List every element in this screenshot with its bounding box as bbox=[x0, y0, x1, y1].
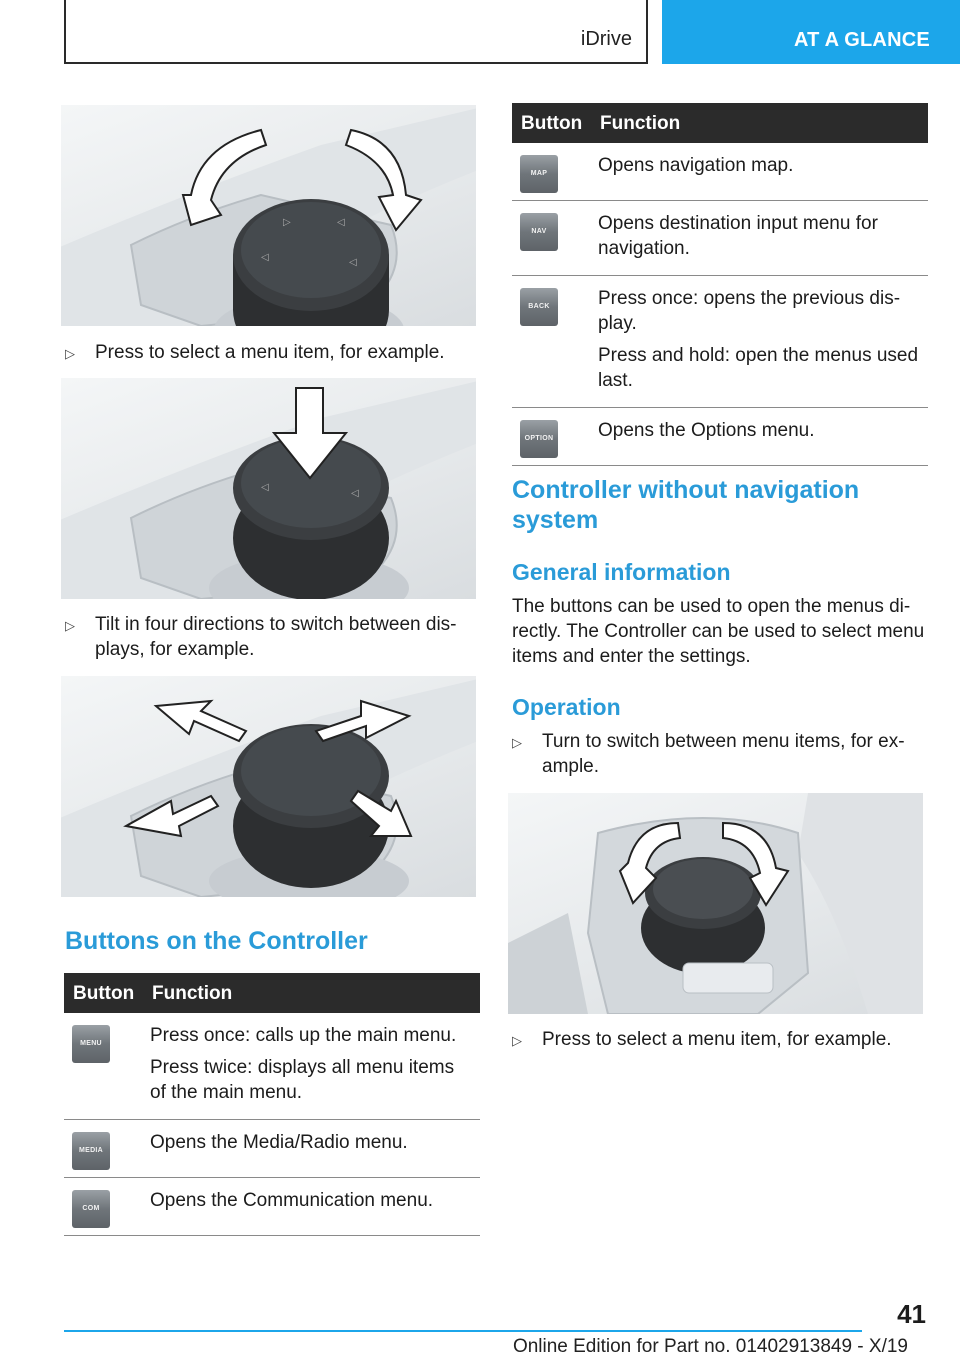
function-text: Opens the Media/Radio menu. bbox=[150, 1132, 408, 1153]
bullet-tilt-directions: ▷ Tilt in four directions to switch between dis-plays, for example. bbox=[65, 614, 457, 660]
svg-text:◁: ◁ bbox=[261, 482, 269, 493]
back-button-icon: BACK bbox=[520, 288, 558, 326]
menu-button-icon: MENU bbox=[72, 1025, 110, 1063]
controller-without-nav-illustration bbox=[508, 793, 923, 1014]
header-frame bbox=[64, 0, 648, 64]
table-row bbox=[64, 1178, 480, 1236]
bullet-press-select: ▷ Press to select a menu item, for example. bbox=[65, 340, 485, 365]
table-header bbox=[64, 973, 480, 1013]
svg-text:◁: ◁ bbox=[351, 488, 359, 499]
header-section-title: iDrive bbox=[580, 28, 632, 50]
col-header-function: Function bbox=[152, 983, 233, 1004]
right-buttons-table bbox=[512, 103, 928, 466]
com-button-icon: COM bbox=[72, 1190, 110, 1228]
left-buttons-table bbox=[64, 973, 480, 1236]
media-button-icon: MEDIA bbox=[72, 1132, 110, 1170]
svg-text:◁: ◁ bbox=[261, 252, 269, 263]
svg-text:◁: ◁ bbox=[349, 257, 357, 268]
controller-tilt-illustration bbox=[61, 676, 476, 897]
function-text: Press twice: displays all menu items of the main menu. bbox=[150, 1057, 455, 1103]
operation-heading: Operation bbox=[512, 694, 621, 720]
triangle-bullet-icon: ▷ bbox=[65, 618, 75, 633]
function-text: Press once: calls up the main menu. bbox=[150, 1025, 457, 1046]
controller-press-illustration bbox=[61, 378, 476, 599]
function-text: Opens navigation map. bbox=[598, 155, 794, 176]
svg-text:◁: ◁ bbox=[337, 217, 345, 228]
footer-divider bbox=[64, 1330, 862, 1332]
table-row bbox=[64, 1120, 480, 1178]
nav-button-icon: NAV bbox=[520, 213, 558, 251]
col-header-button: Button bbox=[73, 983, 135, 1004]
function-text: Opens destination input menu for navigation. bbox=[598, 213, 878, 259]
controller-turn-illustration bbox=[61, 105, 476, 326]
section-title-controller-without-nav: Controller without navigation system bbox=[512, 476, 860, 534]
map-button-icon: MAP bbox=[520, 155, 558, 193]
function-text: Press once: opens the previous dis-play. bbox=[598, 288, 901, 334]
table-row bbox=[512, 143, 928, 201]
function-text: Press and hold: open the menus used last. bbox=[598, 345, 919, 391]
section-title-buttons: Buttons on the Controller bbox=[65, 927, 368, 955]
col-header-function: Function bbox=[600, 113, 681, 134]
table-row bbox=[512, 201, 928, 276]
option-button-icon: OPTION bbox=[520, 420, 558, 458]
triangle-bullet-icon: ▷ bbox=[512, 1033, 522, 1048]
header-chapter-tab: AT A GLANCE bbox=[662, 0, 960, 64]
general-information-text: The buttons can be used to open the menus di-rectly. The Controller can be used to select menu items and enter the settings. bbox=[512, 596, 925, 667]
table-row bbox=[512, 408, 928, 466]
table-row bbox=[64, 1013, 480, 1120]
triangle-bullet-icon: ▷ bbox=[65, 346, 75, 361]
bullet-press-select-2: ▷ Press to select a menu item, for example. bbox=[512, 1027, 926, 1052]
triangle-bullet-icon: ▷ bbox=[512, 735, 522, 750]
function-text: Opens the Options menu. bbox=[598, 420, 815, 441]
general-information-heading: General information bbox=[512, 559, 731, 585]
svg-text:▷: ▷ bbox=[283, 217, 291, 228]
table-header bbox=[512, 103, 928, 143]
footer-edition-text: Online Edition for Part no. 01402913849 - X/19 bbox=[512, 1336, 908, 1357]
function-text: Opens the Communication menu. bbox=[150, 1190, 434, 1211]
table-row bbox=[512, 276, 928, 408]
bullet-turn-switch: ▷ Turn to switch between menu items, for ex-ample. bbox=[512, 731, 905, 777]
col-header-button: Button bbox=[521, 113, 583, 134]
page-number: 41 bbox=[897, 1299, 926, 1329]
